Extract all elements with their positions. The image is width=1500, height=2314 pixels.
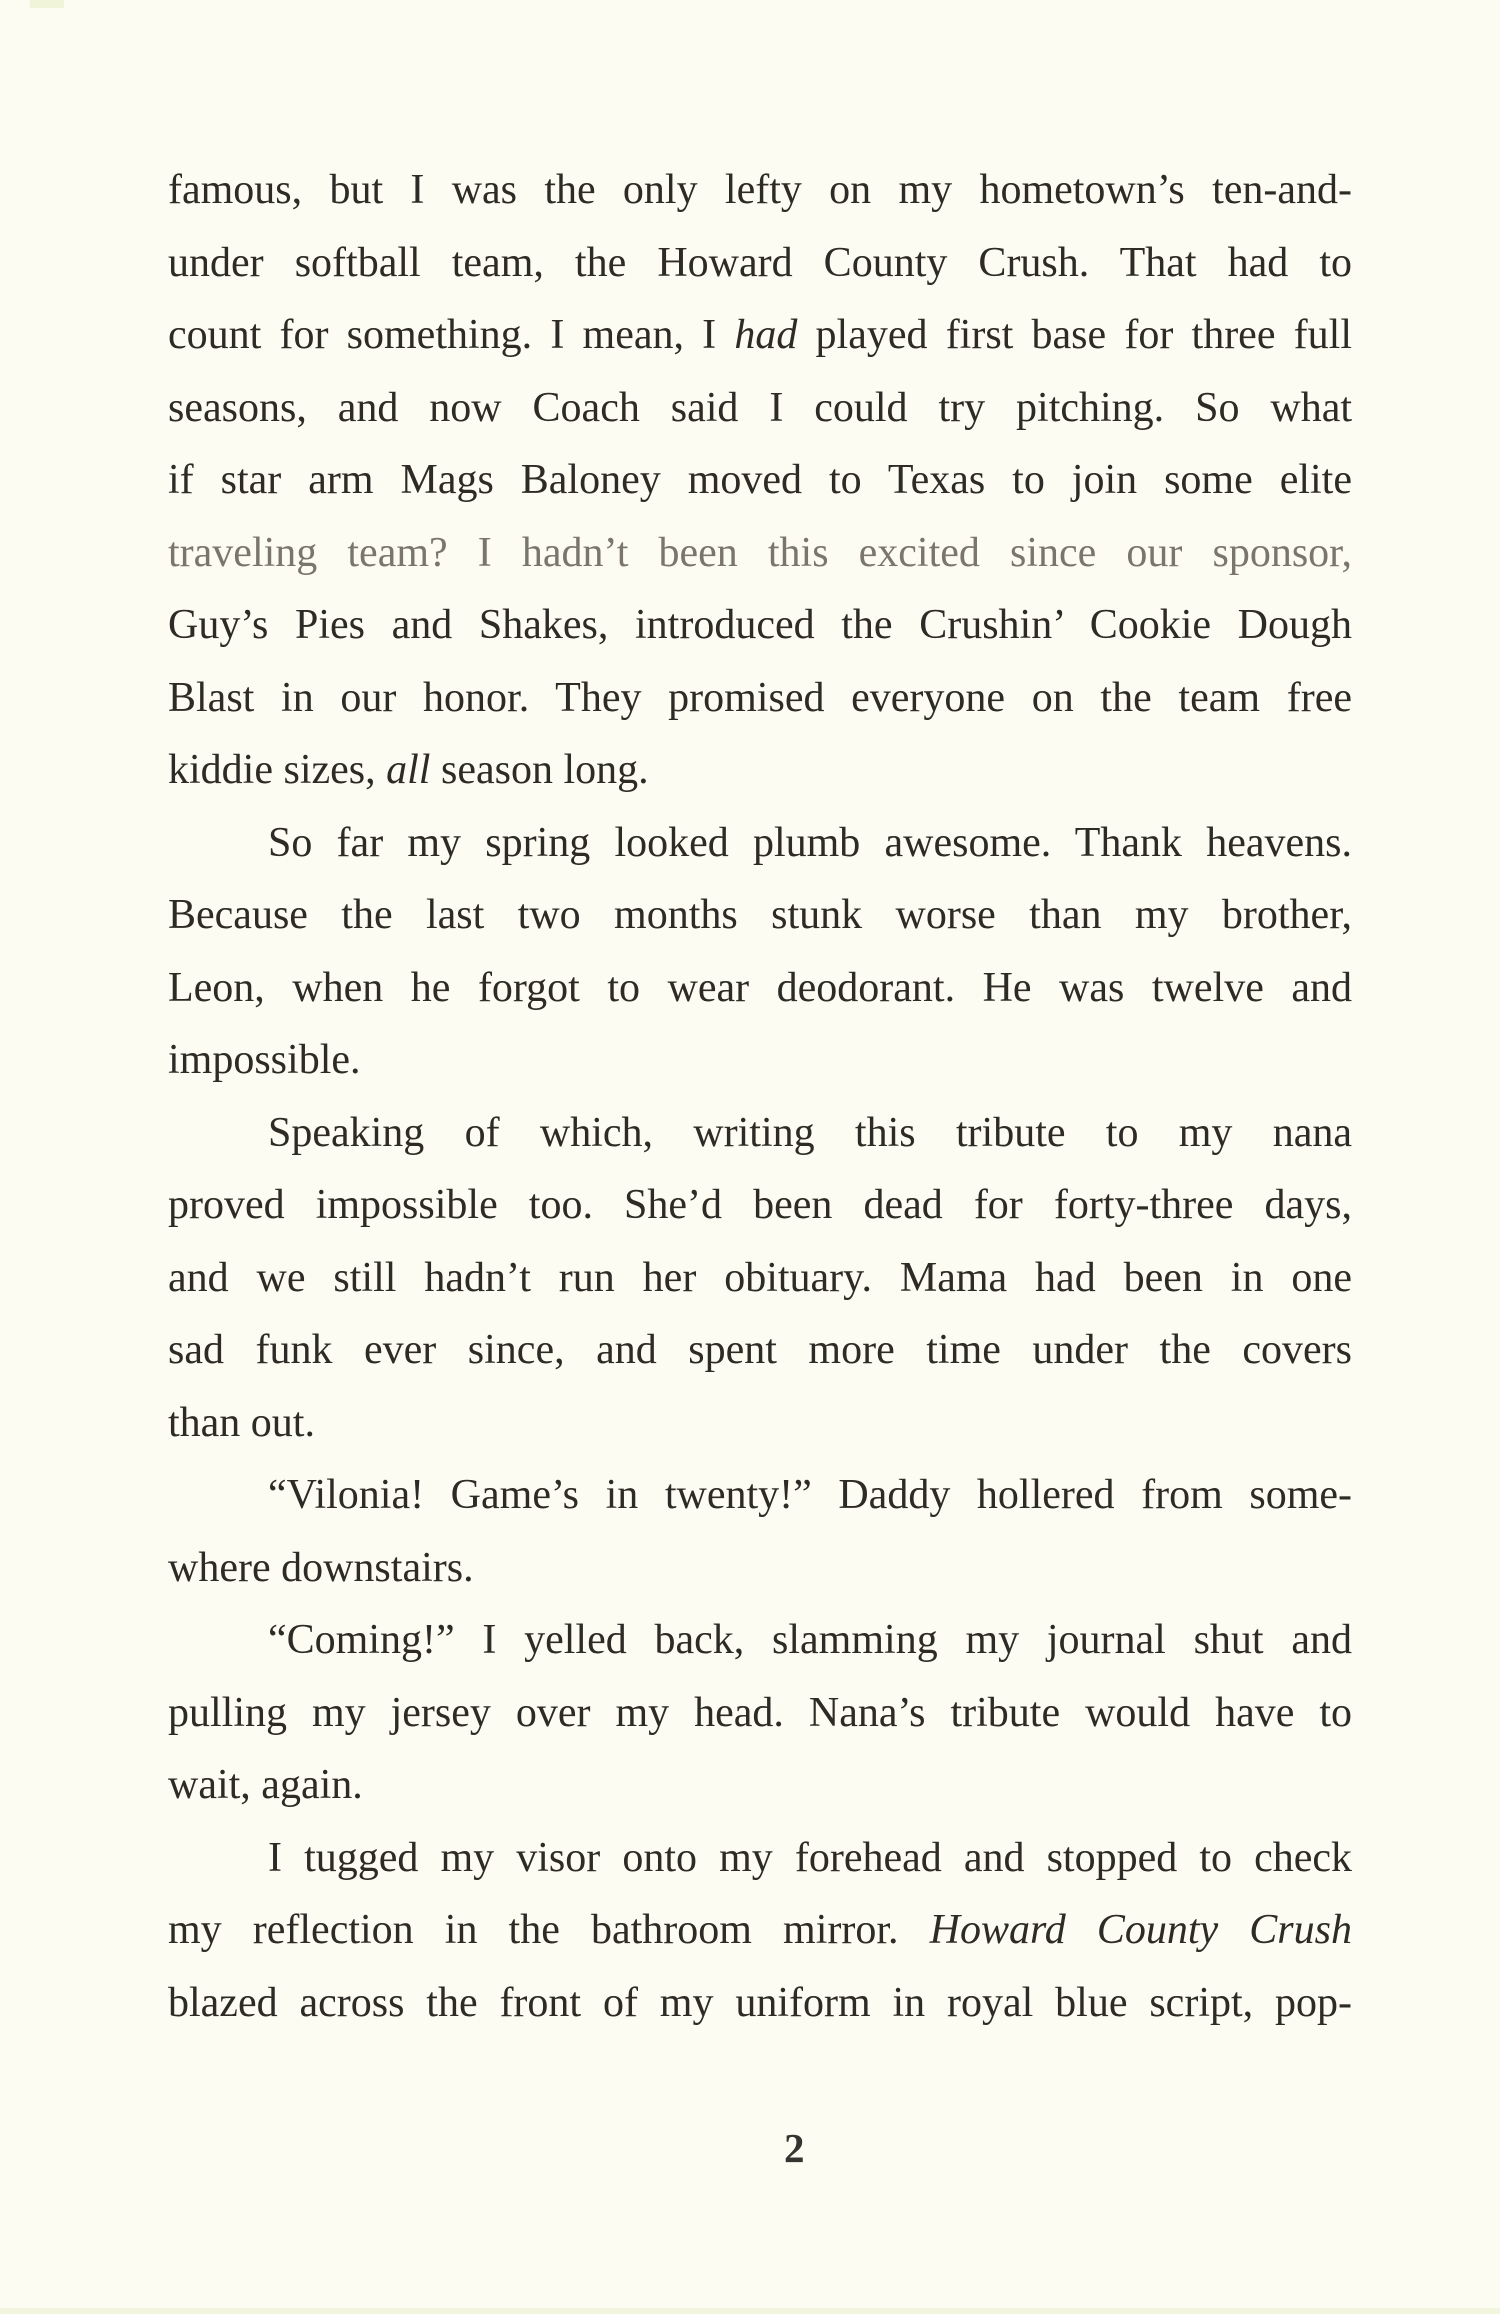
text-line: sad funk ever since, and spent more time under the covers: [168, 1327, 1352, 1373]
text-line: I tugged my visor onto my forehead and stopped to check: [268, 1834, 1352, 1881]
text-line: Blast in our honor. They promised everyone on the team free: [168, 674, 1352, 721]
text-line: than out.: [168, 1399, 315, 1446]
text-line: Guy’s Pies and Shakes, introduced the Crushin’ Cookie Dough: [168, 602, 1352, 648]
page-text: [168, 154, 1352, 2039]
text-line: count for something. I mean, I had played first base for three full: [168, 312, 1352, 358]
text-line: “Coming!” I yelled back, slamming my journal shut and: [268, 1617, 1352, 1663]
text-line: So far my spring looked plumb awesome. Thank heavens.: [268, 819, 1352, 866]
text-line: where downstairs.: [168, 1544, 474, 1591]
text-line: proved impossible too. She’d been dead for forty-three days,: [168, 1182, 1352, 1228]
text-line: my reflection in the bathroom mirror. Howard County Crush: [168, 1907, 1352, 1953]
text-line: traveling team? I hadn’t been this excited since our sponsor,: [168, 529, 1352, 576]
page-number: 2: [784, 2125, 805, 2171]
text-line: pulling my jersey over my head. Nana’s tribute would have to: [168, 1689, 1352, 1736]
scan-edge-artifact-bottom: [0, 2308, 1500, 2314]
text-line: if star arm Mags Baloney moved to Texas to join some elite: [168, 457, 1352, 503]
text-line: and we still hadn’t run her obituary. Mama had been in one: [168, 1254, 1352, 1301]
text-line: Speaking of which, writing this tribute to my nana: [268, 1109, 1352, 1156]
text-line: impossible.: [168, 1037, 361, 1083]
text-line: under softball team, the Howard County Crush. That had to: [168, 239, 1352, 286]
text-line: “Vilonia! Game’s in twenty!” Daddy hollered from some-: [268, 1472, 1352, 1518]
text-line: kiddie sizes, all season long.: [168, 747, 649, 793]
text-line: wait, again.: [168, 1762, 363, 1808]
text-line: famous, but I was the only lefty on my hometown’s ten-and-: [168, 167, 1352, 213]
text-line: Because the last two months stunk worse than my brother,: [168, 892, 1352, 938]
scan-edge-artifact-top: [30, 0, 64, 8]
text-line: Leon, when he forgot to wear deodorant. He was twelve and: [168, 964, 1352, 1011]
text-line: blazed across the front of my uniform in royal blue script, pop-: [168, 1979, 1352, 2026]
text-line: seasons, and now Coach said I could try pitching. So what: [168, 384, 1352, 431]
